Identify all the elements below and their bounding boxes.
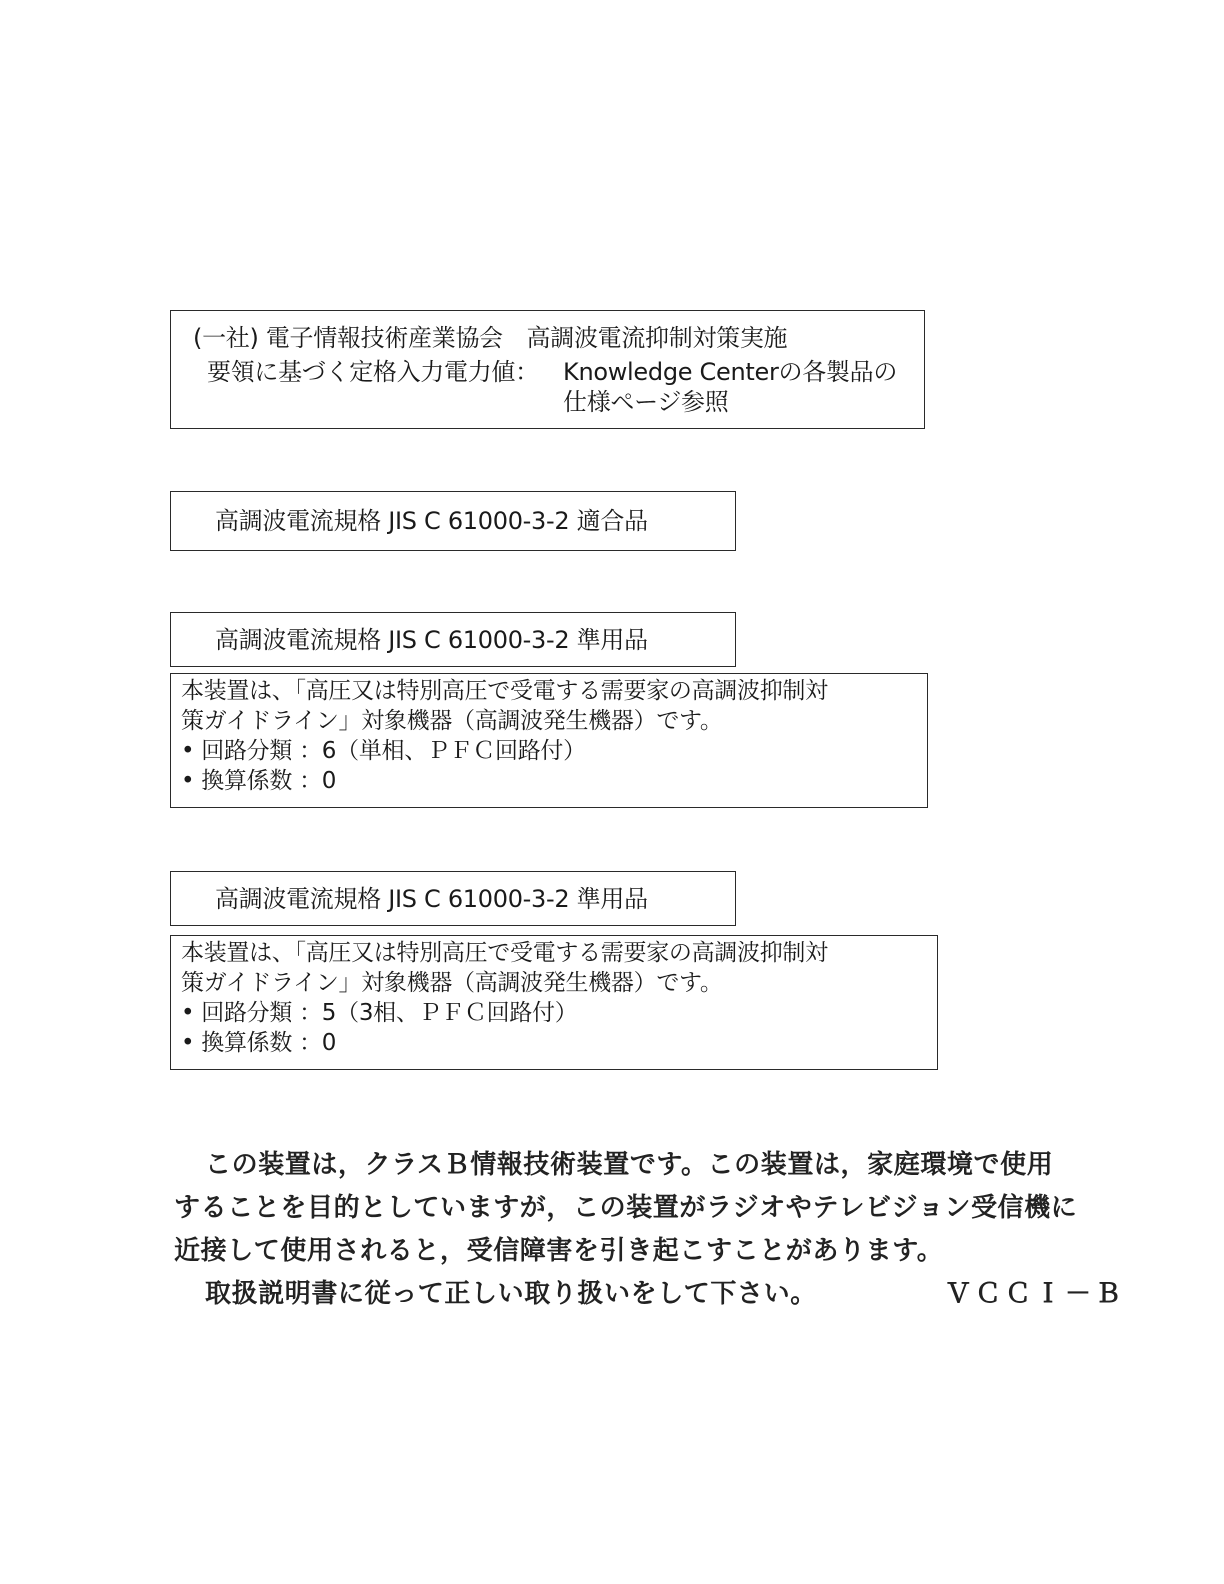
harmonic-standard-applied-box — [170, 612, 736, 667]
vcci-class-mark: ＶＣＣＩ－Ｂ — [945, 1279, 1126, 1309]
circuit-class-item: • 回路分類 ：5（3相、ＰＦＣ回路付） — [181, 1000, 578, 1026]
vcci-notice-line: 取扱説明書に従って正しい取り扱いをして下さい。 — [205, 1279, 817, 1309]
rated-input-power-box — [170, 310, 925, 429]
rating-heading-line2: 要領に基づく定格入力電力値： — [207, 358, 539, 386]
conversion-factor-item: • 換算係数 ：0 — [181, 1030, 337, 1056]
harmonic-standard-compliant-box — [170, 491, 736, 551]
circuit-class-item: • 回路分類 ：6（単相、ＰＦＣ回路付） — [181, 738, 586, 764]
rating-value-line1: Knowledge Centerの各製品の — [563, 358, 898, 386]
conversion-factor-item: • 換算係数 ：0 — [181, 768, 337, 794]
vcci-notice-line: することを目的としていますが，この装置がラジオやテレビジョン受信機に — [174, 1193, 1078, 1223]
vcci-notice-line: 近接して使用されると，受信障害を引き起こすことがあります。 — [174, 1236, 944, 1266]
harmonic-standard-label: 高調波電流規格 JIS C 61000-3-2 準用品 — [215, 626, 648, 654]
harmonic-standard-label: 高調波電流規格 JIS C 61000-3-2 準用品 — [215, 885, 648, 913]
harmonic-standard-applied-box — [170, 871, 736, 926]
detail-text-line: 本装置は、「高圧又は特別高圧で受電する需要家の高調波抑制対 — [181, 940, 828, 966]
detail-text-line: 策ガイドライン」対象機器（高調波発生機器）です。 — [181, 970, 723, 996]
rating-value-line2: 仕様ページ参照 — [563, 388, 729, 416]
vcci-notice-line: この装置は，クラスＢ情報技術装置です。この装置は，家庭環境で使用 — [205, 1150, 1054, 1180]
detail-text-line: 策ガイドライン」対象機器（高調波発生機器）です。 — [181, 708, 723, 734]
harmonic-standard-label: 高調波電流規格 JIS C 61000-3-2 適合品 — [215, 507, 648, 535]
rating-heading-line1: (一社) 電子情報技術産業協会 高調波電流抑制対策実施 — [193, 324, 788, 352]
harmonic-guideline-detail-box — [170, 935, 938, 1070]
detail-text-line: 本装置は、「高圧又は特別高圧で受電する需要家の高調波抑制対 — [181, 678, 828, 704]
harmonic-guideline-detail-box — [170, 673, 928, 808]
